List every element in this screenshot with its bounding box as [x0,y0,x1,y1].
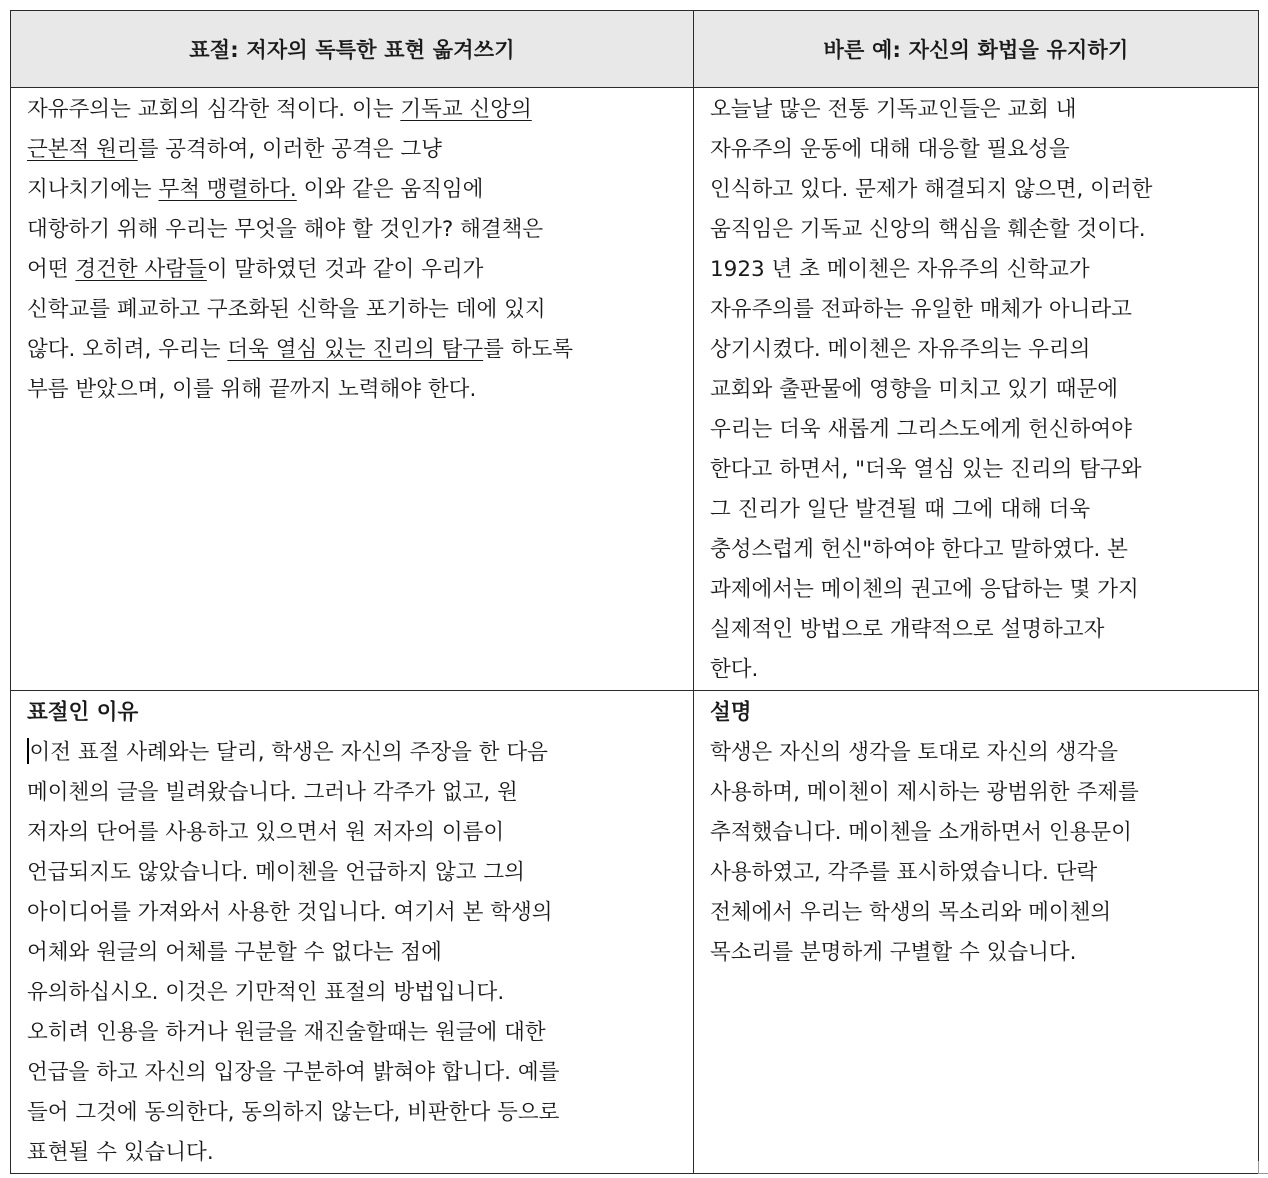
text-line [27,90,683,130]
correct-example-cell[interactable] [694,88,1259,691]
text-line: 메이첸의 글을 빌려왔습니다. 그러나 각주가 없고, 원 [27,780,518,805]
reason-cell[interactable] [11,691,694,1174]
text-line [27,130,683,170]
text-run: 를 공격하여, 이러한 공격은 그냥 [137,137,442,162]
header-row [11,11,1259,88]
text-cursor [27,738,29,764]
explanation-title: 설명 [710,700,752,725]
text-run: 않다. 오히려, 우리는 [27,337,228,362]
explanation-text [694,691,1258,973]
underlined-phrase: 근본적 원리 [27,137,138,162]
text-line: 실제적인 방법으로 개략적으로 설명하고자 [710,617,1105,642]
text-run: 이전 표절 사례와는 달리, 학생은 자신의 주장을 한 다음 [29,740,548,765]
text-line: 한다고 하면서, "더욱 열심 있는 진리의 탐구와 [710,457,1142,482]
text-line: 오늘날 많은 전통 기독교인들은 교회 내 [710,97,1077,122]
text-run: 지나치기에는 [27,177,159,202]
text-run: 를 하도록 [483,337,574,362]
text-line: 오히려 인용을 하거나 원글을 재진술할때는 원글에 대한 [27,1020,546,1045]
text-line: 충성스럽게 헌신"하여야 한다고 말하였다. 본 [710,537,1128,562]
text-line [27,330,683,370]
text-line: 자유주의를 전파하는 유일한 매체가 아니라고 [710,297,1132,322]
underlined-phrase: 경건한 사람들 [75,257,207,282]
underlined-phrase: 더욱 열심 있는 진리의 탐구 [227,337,484,362]
text-run: 어떤 [27,257,76,282]
analysis-row [11,691,1259,1174]
text-line: 한다. [710,657,759,682]
example-row [11,88,1259,691]
text-line: 부름 받았으며, 이를 위해 끝까지 노력해야 한다. [27,377,477,402]
text-line: 신학교를 폐교하고 구조화된 신학을 포기하는 데에 있지 [27,297,546,322]
text-line: 표현될 수 있습니다. [27,1140,214,1165]
paragraph-end-marker [1258,1161,1268,1174]
text-line: 유의하십시오. 이것은 기만적인 표절의 방법입니다. [27,980,505,1005]
text-line: 과제에서는 메이첸의 권고에 응답하는 몇 가지 [710,577,1139,602]
text-line: 사용하였고, 각주를 표시하였습니다. 단락 [710,860,1098,885]
text-run: 자유주의는 교회의 심각한 적이다. 이는 [27,97,401,122]
reason-title: 표절인 이유 [27,700,139,725]
plagiarism-example-text [11,88,693,410]
text-line: 움직임은 기독교 신앙의 핵심을 훼손할 것이다. [710,217,1146,242]
text-line: 언급되지도 않았습니다. 메이첸을 언급하지 않고 그의 [27,860,525,885]
text-line: 목소리를 분명하게 구별할 수 있습니다. [710,940,1077,965]
text-line: 저자의 단어를 사용하고 있으면서 원 저자의 이름이 [27,820,505,845]
text-run: 이 말하였던 것과 같이 우리가 [206,257,484,282]
text-line: 학생은 자신의 생각을 토대로 자신의 생각을 [710,740,1119,765]
text-line: 상기시켰다. 메이첸은 자유주의는 우리의 [710,337,1091,362]
correct-example-header: 바른 예: 자신의 화법을 유지하기 [694,11,1259,88]
text-line: 교회와 출판물에 영향을 미치고 있기 때문에 [710,377,1119,402]
comparison-table [10,10,1259,1174]
text-line: 아이디어를 가져와서 사용한 것입니다. 여기서 본 학생의 [27,900,553,925]
text-line: 사용하며, 메이첸이 제시하는 광범위한 주제를 [710,780,1139,805]
text-line [27,250,683,290]
plagiarism-header: 표절: 저자의 독특한 표현 옮겨쓰기 [11,11,694,88]
underlined-phrase: 기독교 신앙의 [400,97,532,122]
plagiarism-example-cell[interactable] [11,88,694,691]
underlined-phrase: 무척 맹렬하다. [158,177,297,202]
correct-example-text [694,88,1258,690]
text-line [27,733,683,773]
text-line: 언급을 하고 자신의 입장을 구분하여 밝혀야 합니다. 예를 [27,1060,560,1085]
text-line: 우리는 더욱 새롭게 그리스도에게 헌신하여야 [710,417,1132,442]
reason-text [11,691,693,1173]
text-line: 추적했습니다. 메이첸을 소개하면서 인용문이 [710,820,1132,845]
text-line [27,170,683,210]
text-line: 어체와 원글의 어체를 구분할 수 없다는 점에 [27,940,442,965]
text-line: 그 진리가 일단 발견될 때 그에 대해 더욱 [710,497,1091,522]
text-line: 자유주의 운동에 대해 대응할 필요성을 [710,137,1070,162]
text-line: 전체에서 우리는 학생의 목소리와 메이첸의 [710,900,1112,925]
text-line: 인식하고 있다. 문제가 해결되지 않으면, 이러한 [710,177,1153,202]
explanation-cell[interactable] [694,691,1259,1174]
text-run: 이와 같은 움직임에 [296,177,484,202]
text-line: 대항하기 위해 우리는 무엇을 해야 할 것인가? 해결책은 [27,217,544,242]
text-line: 들어 그것에 동의한다, 동의하지 않는다, 비판한다 등으로 [27,1100,560,1125]
text-line: 1923 년 초 메이첸은 자유주의 신학교가 [710,257,1090,282]
